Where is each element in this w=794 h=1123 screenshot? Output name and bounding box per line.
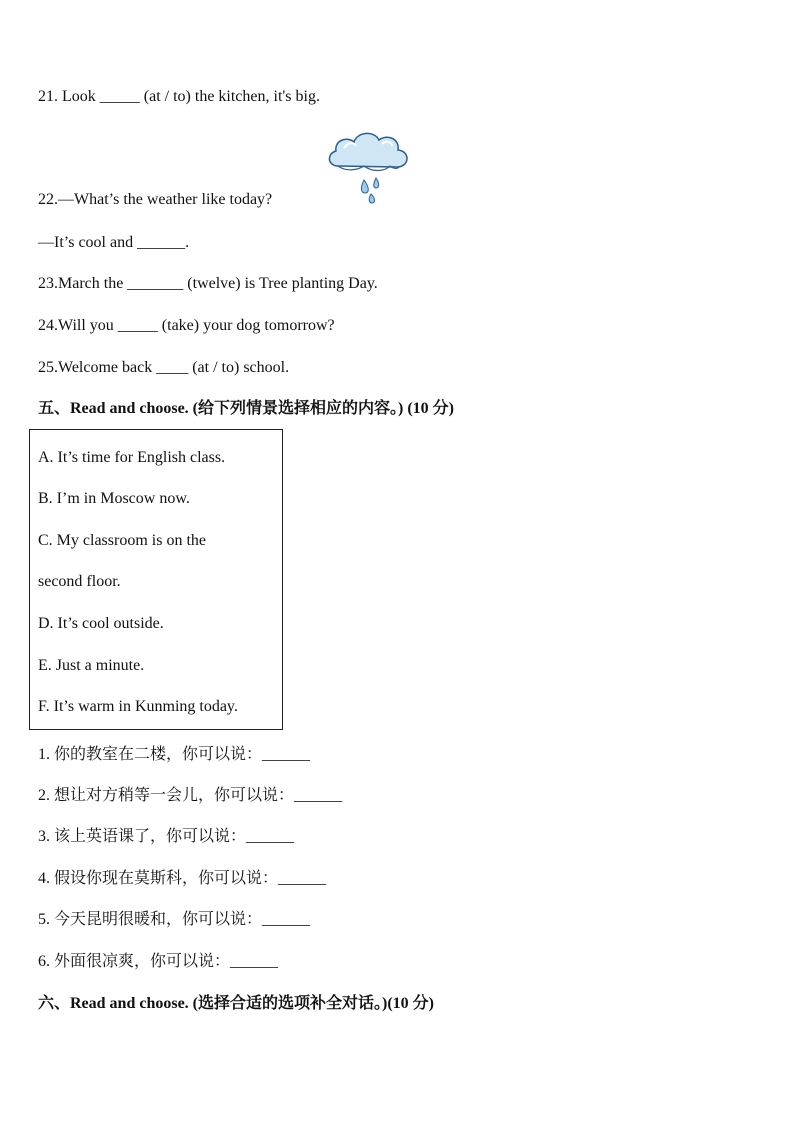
q23: 23.March the _______ (twelve) is Tree planting Day. <box>38 275 378 292</box>
option-c-continued: second floor. <box>38 573 121 590</box>
options-box <box>29 429 283 730</box>
section5-item-6: 6. 外面很凉爽，你可以说：______ <box>38 953 279 970</box>
q25: 25.Welcome back ____ (at / to) school. <box>38 359 290 376</box>
option-c: C. My classroom is on the <box>38 532 206 549</box>
q24: 24.Will you _____ (take) your dog tomorrow? <box>38 317 335 334</box>
section5-item-4: 4. 假设你现在莫斯科，你可以说：______ <box>38 870 327 887</box>
q22-answer: —It’s cool and ______. <box>38 234 190 251</box>
option-b: B. I’m in Moscow now. <box>38 490 190 507</box>
option-f: F. It’s warm in Kunming today. <box>38 698 238 715</box>
section6-heading: 六、Read and choose. (选择合适的选项补全对话。)(10 分) <box>38 995 434 1012</box>
section5-item-3: 3. 该上英语课了，你可以说：______ <box>38 828 295 845</box>
section5-item-5: 5. 今天昆明很暖和，你可以说：______ <box>38 911 311 928</box>
section5-heading: 五、Read and choose. (给下列情景选择相应的内容。) (10 分) <box>38 400 454 417</box>
rain-cloud-icon <box>324 126 412 208</box>
option-d: D. It’s cool outside. <box>38 615 164 632</box>
section5-item-1: 1. 你的教室在二楼，你可以说：______ <box>38 746 311 763</box>
q21: 21. Look _____ (at / to) the kitchen, it's big. <box>38 88 320 105</box>
section5-item-2: 2. 想让对方稍等一会儿，你可以说：______ <box>38 787 343 804</box>
option-a: A. It’s time for English class. <box>38 449 226 466</box>
q22-question: 22.—What’s the weather like today? <box>38 191 273 208</box>
option-e: E. Just a minute. <box>38 657 145 674</box>
